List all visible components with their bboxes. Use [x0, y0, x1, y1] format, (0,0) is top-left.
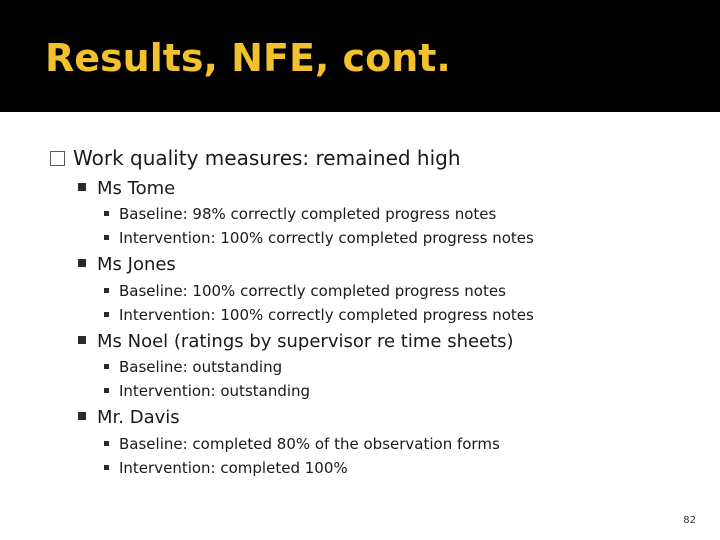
- small-square-bullet-icon: [104, 288, 109, 293]
- section-heading-text: Ms Noel (ratings by supervisor re time sheets): [97, 331, 514, 352]
- list-item: [104, 229, 534, 247]
- section-heading-text: Ms Tome: [97, 178, 176, 199]
- main-bullet: [50, 146, 461, 170]
- section-heading-text: Ms Jones: [97, 254, 176, 275]
- square-bullet-icon: [78, 183, 86, 191]
- list-item-text: Intervention: 100% correctly completed progress notes: [119, 306, 534, 324]
- small-square-bullet-icon: [104, 364, 109, 369]
- list-item: [104, 306, 534, 324]
- list-item: [104, 435, 500, 453]
- list-item-text: Baseline: outstanding: [119, 358, 283, 376]
- small-square-bullet-icon: [104, 465, 109, 470]
- list-item-text: Intervention: 100% correctly completed progress notes: [119, 229, 534, 247]
- list-item-text: Baseline: 98% correctly completed progress notes: [119, 205, 497, 223]
- list-item: [104, 459, 348, 477]
- main-bullet-text: Work quality measures: remained high: [73, 146, 461, 170]
- square-bullet-icon: [78, 259, 86, 267]
- section-heading-text: Mr. Davis: [97, 407, 180, 428]
- checkbox-bullet-icon: [50, 151, 65, 166]
- square-bullet-icon: [78, 336, 86, 344]
- section-heading-ms-jones: [78, 254, 176, 275]
- small-square-bullet-icon: [104, 211, 109, 216]
- list-item-text: Intervention: outstanding: [119, 382, 311, 400]
- list-item: [104, 358, 282, 376]
- square-bullet-icon: [78, 412, 86, 420]
- list-item-text: Intervention: completed 100%: [119, 459, 348, 477]
- section-heading-ms-tome: [78, 178, 175, 199]
- slide-title: Results, NFE, cont.: [45, 36, 451, 80]
- page-number: 82: [683, 515, 696, 526]
- list-item: [104, 282, 506, 300]
- small-square-bullet-icon: [104, 312, 109, 317]
- section-heading-mr-davis: [78, 407, 180, 428]
- list-item: [104, 382, 310, 400]
- list-item-text: Baseline: 100% correctly completed progress notes: [119, 282, 506, 300]
- section-heading-ms-noel: [78, 331, 514, 352]
- list-item-text: Baseline: completed 80% of the observation forms: [119, 435, 500, 453]
- small-square-bullet-icon: [104, 388, 109, 393]
- list-item: [104, 205, 496, 223]
- small-square-bullet-icon: [104, 441, 109, 446]
- small-square-bullet-icon: [104, 235, 109, 240]
